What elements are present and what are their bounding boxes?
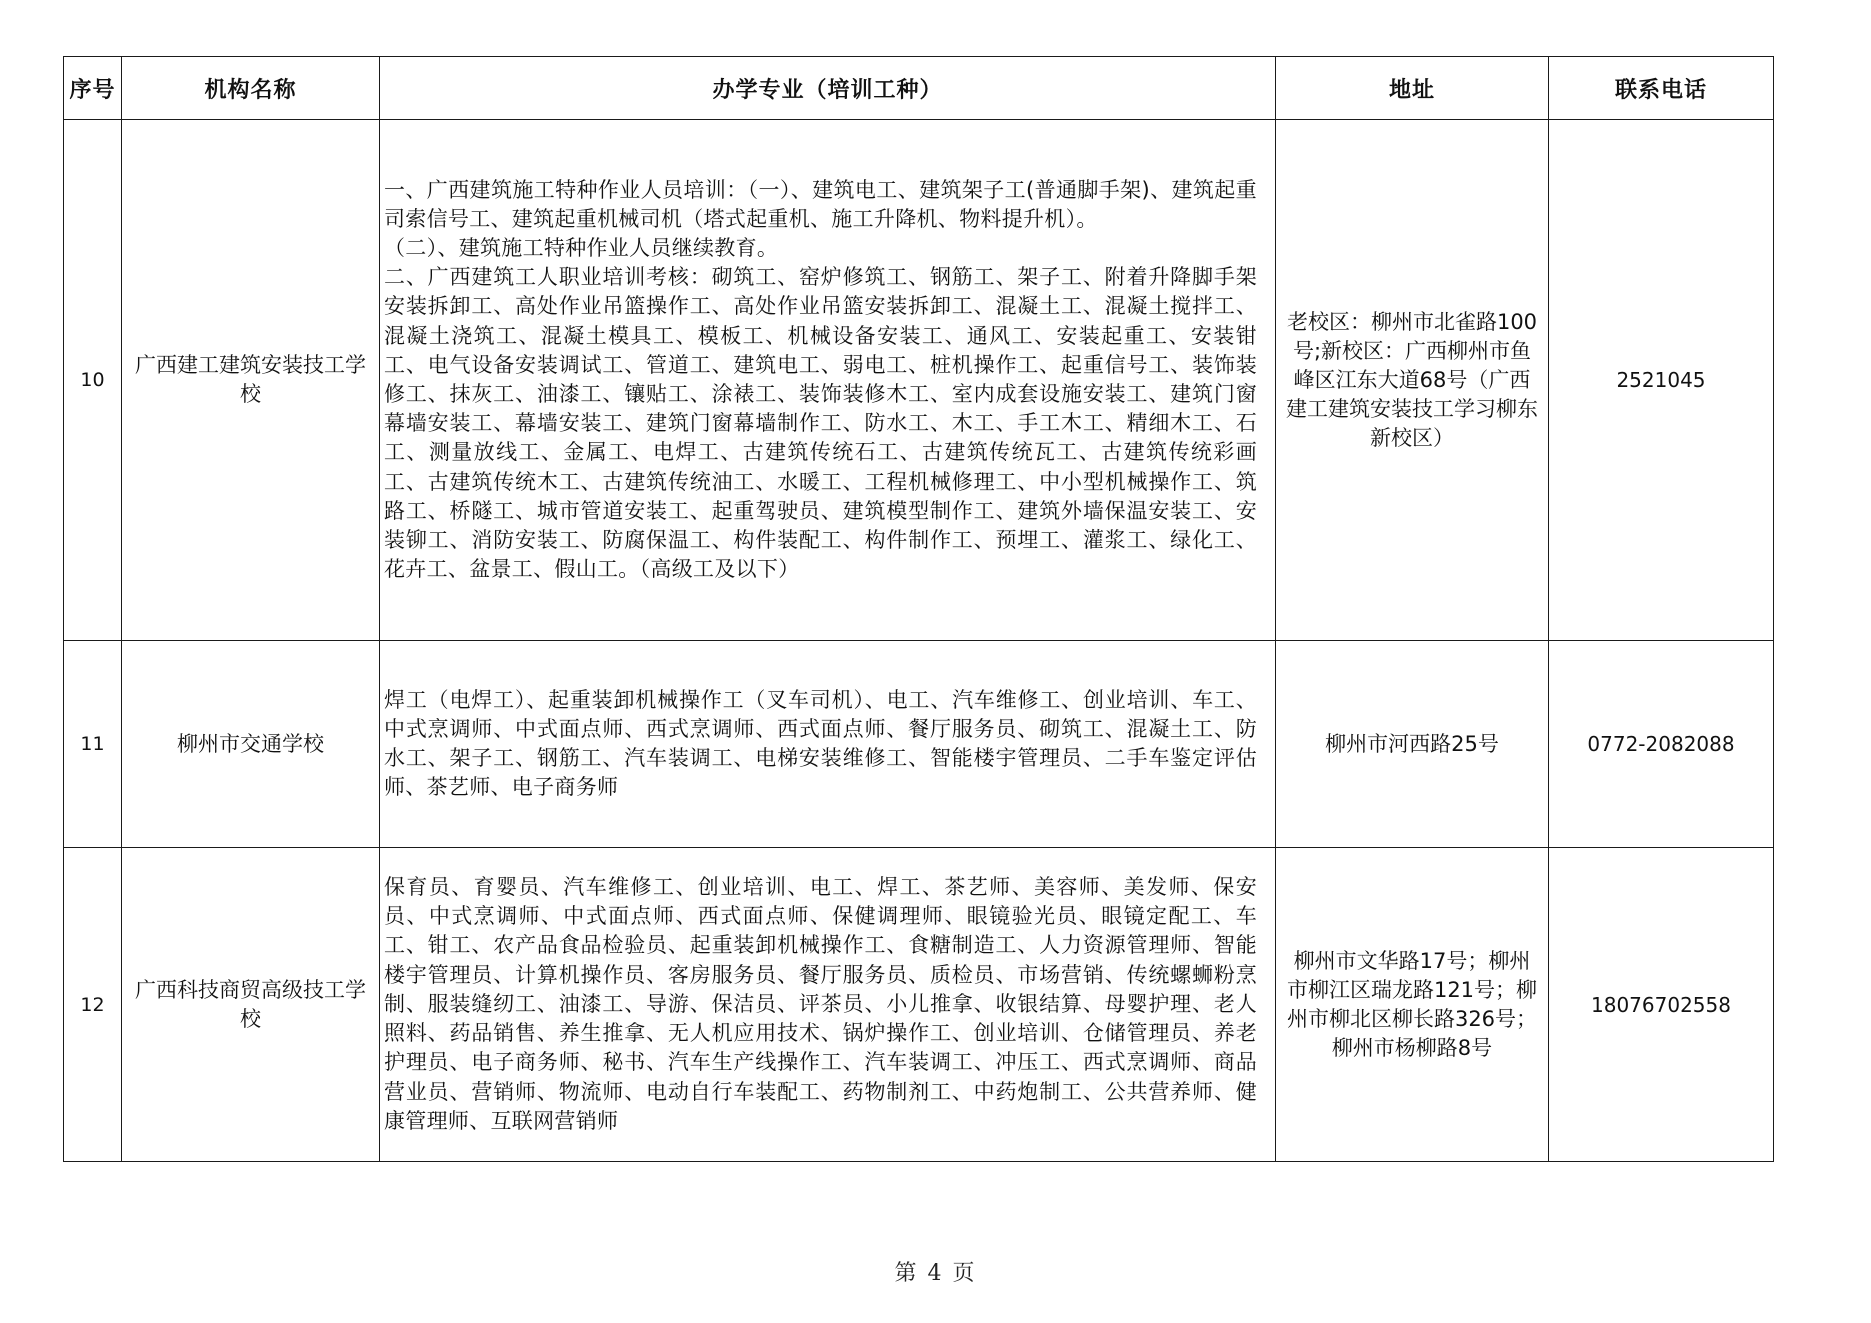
institution-address: 柳州市河西路25号	[1276, 641, 1549, 848]
training-majors: 焊工（电焊工）、起重装卸机械操作工（叉车司机）、电工、汽车维修工、创业培训、车工、中式烹调师、中式面点师、西式烹调师、西式面点师、餐厅服务员、砌筑工、混凝土工、防水工、架子工、钢筋工、汽车装调工、电梯安装维修工、智能楼宇管理员、二手车鉴定评估师、茶艺师、电子商务师	[380, 641, 1276, 848]
header-no: 序号	[64, 57, 122, 120]
header-phone: 联系电话	[1549, 57, 1774, 120]
document-sheet	[63, 56, 1773, 1162]
table-header-row	[64, 57, 1774, 120]
table-row	[64, 120, 1774, 641]
row-number: 11	[64, 641, 122, 848]
institution-address: 柳州市文华路17号；柳州市柳江区瑞龙路121号；柳州市柳北区柳长路326号；柳州市杨柳路8号	[1276, 848, 1549, 1162]
institution-name: 广西科技商贸高级技工学校	[122, 848, 380, 1162]
table-row	[64, 848, 1774, 1162]
training-institution-table	[63, 56, 1774, 1162]
training-majors: 保育员、育婴员、汽车维修工、创业培训、电工、焊工、茶艺师、美容师、美发师、保安员、中式烹调师、中式面点师、西式面点师、保健调理师、眼镜验光员、眼镜定配工、车工、钳工、农产品食品检验员、起重装卸机械操作工、食糖制造工、人力资源管理师、智能楼宇管理员、计算机操作员、客房服务员、餐厅服务员、质检员、市场营销、传统螺蛳粉烹制、服装缝纫工、油漆工、导游、保洁员、评茶员、小儿推拿、收银结算、母婴护理、老人照料、药品销售、养生推拿、无人机应用技术、锅炉操作工、创业培训、仓储管理员、养老护理员、电子商务师、秘书、汽车生产线操作工、汽车装调工、冲压工、西式烹调师、商品营业员、营销师、物流师、电动自行车装配工、药物制剂工、中药炮制工、公共营养师、健康管理师、互联网营销师	[380, 848, 1276, 1162]
contact-phone: 0772-2082088	[1549, 641, 1774, 848]
training-majors: 一、广西建筑施工特种作业人员培训：（一）、建筑电工、建筑架子工(普通脚手架)、建筑起重司索信号工、建筑起重机械司机（塔式起重机、施工升降机、物料提升机）。 （二）、建筑施工特种作业人员继续教育。 二、广西建筑工人职业培训考核：砌筑工、窑炉修筑工、钢筋工、架子工、附着升降脚手架安装拆卸工、高处作业吊篮操作工、高处作业吊篮安装拆卸工、混凝土工、混凝土搅拌工、混凝土浇筑工、混凝土模具工、模板工、机械设备安装工、通风工、安装起重工、安装钳工、电气设备安装调试工、管道工、建筑电工、弱电工、桩机操作工、起重信号工、装饰装修工、抹灰工、油漆工、镶贴工、涂裱工、装饰装修木工、室内成套设施安装工、建筑门窗幕墙安装工、幕墙安装工、建筑门窗幕墙制作工、防水工、木工、手工木工、精细木工、石工、测量放线工、金属工、电焊工、古建筑传统石工、古建筑传统瓦工、古建筑传统彩画工、古建筑传统木工、古建筑传统油工、水暖工、工程机械修理工、中小型机械操作工、筑路工、桥隧工、城市管道安装工、起重驾驶员、建筑模型制作工、建筑外墙保温安装工、安装铆工、消防安装工、防腐保温工、构件装配工、构件制作工、预埋工、灌浆工、绿化工、花卉工、盆景工、假山工。（高级工及以下）	[380, 120, 1276, 641]
header-address: 地址	[1276, 57, 1549, 120]
header-name: 机构名称	[122, 57, 380, 120]
contact-phone: 18076702558	[1549, 848, 1774, 1162]
institution-name: 柳州市交通学校	[122, 641, 380, 848]
contact-phone: 2521045	[1549, 120, 1774, 641]
institution-address: 老校区：柳州市北雀路100号;新校区：广西柳州市鱼峰区江东大道68号（广西建工建筑安装技工学习柳东新校区）	[1276, 120, 1549, 641]
row-number: 12	[64, 848, 122, 1162]
table-row	[64, 641, 1774, 848]
page-number: 第 4 页	[894, 1261, 977, 1286]
header-major: 办学专业（培训工种）	[380, 57, 1276, 120]
institution-name: 广西建工建筑安装技工学校	[122, 120, 380, 641]
row-number: 10	[64, 120, 122, 641]
